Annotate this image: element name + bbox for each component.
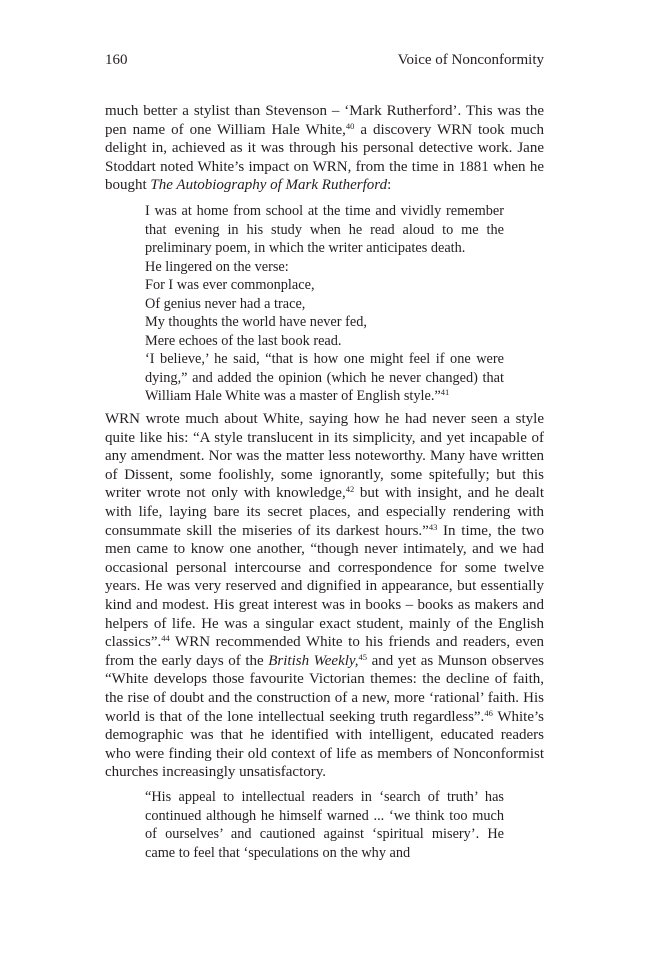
poem-line: Of genius never had a trace, (145, 295, 306, 312)
running-title: Voice of Nonconformity (397, 52, 544, 68)
quote-1-line: He lingered on the verse: (145, 258, 289, 275)
poem-line: Mere echoes of the last book read. (145, 332, 342, 349)
footnote-ref-45: 45 (358, 651, 367, 662)
book-title: The Autobiography of Mark Rutherford (150, 177, 388, 194)
footnote-ref-41: 41 (440, 387, 450, 397)
paragraph-1-text-a: much better a stylist than Stevenson – ‘Mark Rutherford’. This was the pen name of one William Hale White, (105, 103, 544, 138)
paragraph-1-text-c: : (387, 177, 392, 194)
paragraph-2-text-f: White’s demographic was that he identified with intelligent, educated readers who were finding their old context of life as members of Nonconformist churches increasingly unsatisfactory. (105, 708, 544, 781)
paragraph-2 (105, 410, 544, 782)
footnote-ref-43: 43 (428, 521, 438, 532)
footnote-ref-40: 40 (345, 120, 355, 131)
running-header (105, 50, 544, 70)
poem-line: For I was ever commonplace, (145, 277, 315, 293)
footnote-ref-46: 46 (484, 707, 493, 718)
block-quote-2 (145, 788, 504, 862)
page-number: 160 (105, 52, 128, 68)
footnote-ref-42: 42 (345, 484, 355, 495)
paragraph-2-text-c: In time, the two men came to know one another, “though never intimately, and we had occasional personal intercourse and correspondence for some twelve years. He was very reserved and dignified in appearance, but essentially kind and modest. His great interest was in books – books as makers and helpers of life. He was a singular exact student, mainly of the English classics”. (105, 522, 544, 651)
poem-line: My thoughts the world have never fed, (145, 314, 367, 330)
quote-2-text: “His appeal to intellectual readers in ‘search of truth’ has continued although he himself warned ... ‘we think too much of ourselves’ and cautioned against ‘spiritual misery’. He came to feel that ‘speculations on the why and (145, 789, 504, 861)
publication-title: British Weekly, (268, 652, 359, 669)
paragraph-1 (105, 102, 544, 195)
paragraph-2-text-a: WRN wrote much about White, saying how he had never seen a style quite like his: “A style translucent in its simplicity, and yet incapable of any amendment. Nor was the matter less noteworthy. Many have written of Dissent, some foolishly, some ignorantly, some spitefully; but this writer wrote not only with knowledge, (105, 411, 544, 502)
paragraph-2-text-e: and yet as Munson observes “White develops those favourite Victorian themes: the decline of faith, the rise of doubt and the construction of a new, more ‘rational’ faith. His world is that of the lone intellectual seeking truth regardless”. (105, 652, 545, 725)
footnote-ref-44: 44 (161, 633, 170, 644)
block-quote-1 (145, 202, 504, 406)
paragraph-1-text-b: a discovery WRN took much delight in, achieved as it was through his personal detective work. Jane Stoddart noted White’s impact on WRN, from the time in 1881 when he bought (105, 121, 544, 194)
quote-1-outro: ‘I believe,’ he said, “that is how one might feel if one were dying,” and added the opinion (which he never changed) that William Hale White was a master of English style.” (145, 351, 504, 404)
paragraph-2-text-d: WRN recommended White to his friends and readers, even from the early days of the (105, 634, 544, 669)
paragraph-2-text-b: but with insight, and he dealt with life, laying bare its secret places, and especially rendering with consummate skill the miseries of its darkest hours.” (105, 485, 544, 539)
quote-1-intro: I was at home from school at the time and vividly remember that evening in his study when he read aloud to me the preliminary poem, in which the writer anticipates death. (145, 203, 504, 256)
